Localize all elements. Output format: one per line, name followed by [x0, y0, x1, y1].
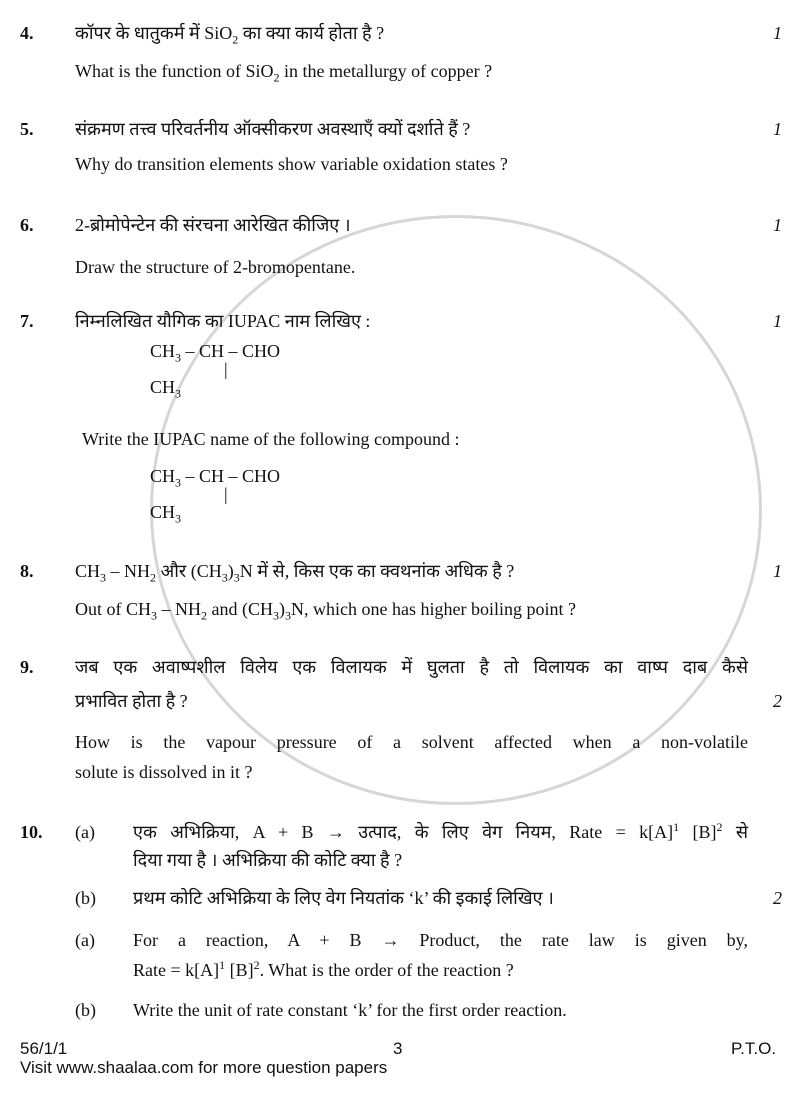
question-number: 5. — [20, 119, 34, 139]
text-segment: Out of CH — [75, 599, 151, 619]
superscript: 1 — [673, 820, 680, 834]
text-segment: – CH – CHO — [181, 466, 281, 486]
subscript: 3 — [175, 475, 182, 490]
question-text-line — [75, 690, 188, 712]
subscript: 2 — [150, 570, 157, 585]
text-segment: – NH — [106, 561, 151, 581]
text-segment: N, which one has higher boiling point ? — [291, 599, 576, 619]
question-text-line — [75, 60, 493, 85]
text-segment: CH — [150, 502, 176, 522]
text-segment: [B] — [225, 960, 254, 980]
question-text-line — [150, 377, 182, 401]
text-segment: CH — [150, 466, 176, 486]
text-segment: का क्या कार्य होता है ? — [238, 23, 385, 43]
text-segment: – NH — [157, 599, 201, 619]
subscript: 3 — [285, 608, 291, 623]
question-text-line — [133, 821, 748, 843]
superscript: 2 — [716, 820, 723, 834]
question-text-line — [75, 731, 748, 753]
question-text-line — [224, 486, 228, 502]
text-segment: How is the vapour pressure of a solvent affected when a non-volatile — [75, 732, 748, 752]
pto-label: P.T.O. — [731, 1039, 777, 1058]
question-text-line — [150, 502, 182, 526]
subscript: 3 — [175, 386, 182, 401]
text-segment: दिया गया है । अभिक्रिया की कोटि क्या है ? — [133, 850, 403, 870]
question-text-line — [133, 959, 514, 981]
question-marks: 1 — [773, 119, 782, 139]
question-text-line — [75, 656, 748, 678]
question-text-line — [75, 310, 370, 332]
text-segment: What is the function of SiO — [75, 61, 274, 81]
subscript: 3 — [221, 570, 228, 585]
question-marks: 1 — [773, 311, 782, 331]
part-label: (a) — [75, 822, 95, 842]
text-segment: and (CH — [207, 599, 273, 619]
text-segment: ) — [227, 561, 234, 581]
text-segment: Write the unit of rate constant ‘k’ for the first order reaction. — [133, 1000, 567, 1020]
text-segment: Why do transition elements show variable oxidation states ? — [75, 154, 508, 174]
text-segment: – CH – CHO — [181, 341, 281, 361]
text-segment: और (CH — [156, 561, 222, 581]
text-segment: For a reaction, A + B → Product, the rate law is given by, — [133, 930, 748, 950]
question-text-line — [133, 887, 554, 909]
text-segment: CH — [150, 341, 176, 361]
text-segment: Write the IUPAC name of the following compound : — [82, 429, 460, 449]
question-text-line — [133, 999, 567, 1021]
text-segment: से — [722, 822, 748, 842]
text-segment: . What is the order of the reaction ? — [259, 960, 514, 980]
subscript: 2 — [201, 608, 207, 623]
text-segment: ) — [279, 599, 285, 619]
question-number: 6. — [20, 215, 34, 235]
question-text-line — [133, 929, 748, 951]
question-text-line — [75, 598, 576, 623]
text-segment: प्रभावित होता है ? — [75, 691, 188, 711]
subscript: 2 — [273, 70, 280, 85]
part-label: (b) — [75, 1000, 96, 1020]
text-segment: जब एक अवाष्पशील विलेय एक विलायक में घुलता है तो विलायक का वाष्प दाब कैसे — [75, 657, 748, 677]
question-number: 9. — [20, 657, 34, 677]
text-segment: in the metallurgy of copper ? — [279, 61, 493, 81]
text-segment: निम्नलिखित यौगिक का IUPAC नाम लिखिए : — [75, 311, 371, 331]
text-segment: प्रथम कोटि अभिक्रिया के लिए वेग नियतांक ‘k’ की इकाई लिखिए । — [133, 888, 554, 908]
text-segment: N में से, किस एक का क्वथनांक अधिक है ? — [239, 561, 515, 581]
question-text-line — [75, 153, 508, 175]
text-segment: एक अभिक्रिया, A + B → उत्पाद, के लिए वेग नियम, Rate = k[A] — [133, 822, 674, 842]
watermark-circle — [150, 215, 762, 805]
question-text-line — [133, 849, 402, 871]
paper-code: 56/1/1 — [20, 1039, 68, 1058]
question-text-line — [75, 214, 351, 236]
text-segment: | — [224, 484, 228, 504]
part-label: (b) — [75, 888, 96, 908]
subscript: 3 — [175, 350, 182, 365]
subscript: 3 — [233, 570, 240, 585]
text-segment: 2-ब्रोमोपेन्टेन की संरचना आरेखित कीजिए । — [75, 215, 351, 235]
question-text-line — [75, 761, 253, 783]
question-number: 7. — [20, 311, 34, 331]
question-marks: 1 — [773, 215, 782, 235]
subscript: 2 — [232, 32, 239, 47]
superscript: 2 — [253, 958, 260, 972]
text-segment: | — [224, 359, 228, 379]
superscript: 1 — [219, 958, 226, 972]
question-number: 4. — [20, 23, 34, 43]
text-segment: CH — [150, 377, 176, 397]
text-segment: कॉपर के धातुकर्म में SiO — [75, 23, 233, 43]
subscript: 3 — [273, 608, 279, 623]
question-number: 8. — [20, 561, 34, 581]
subscript: 3 — [100, 570, 107, 585]
question-number: 10. — [20, 822, 43, 842]
text-segment: CH — [75, 561, 101, 581]
text-segment: Draw the structure of 2-bromopentane. — [75, 257, 356, 277]
question-marks: 1 — [773, 23, 782, 43]
question-text-line — [75, 560, 515, 585]
page-number: 3 — [393, 1039, 403, 1058]
subscript: 3 — [151, 608, 157, 623]
text-segment: [B] — [679, 822, 717, 842]
text-segment: Rate = k[A] — [133, 960, 220, 980]
question-text-line — [150, 466, 281, 490]
question-text-line — [82, 428, 460, 450]
question-marks: 1 — [773, 561, 782, 581]
question-text-line — [150, 341, 281, 365]
question-marks: 2 — [773, 888, 782, 908]
visit-link[interactable]: Visit www.shaalaa.com for more question papers — [20, 1058, 388, 1077]
question-text-line — [224, 361, 228, 377]
text-segment: solute is dissolved in it ? — [75, 762, 253, 782]
text-segment: संक्रमण तत्त्व परिवर्तनीय ऑक्सीकरण अवस्थाएँ क्यों दर्शाते हैं ? — [75, 119, 471, 139]
question-text-line — [75, 22, 385, 47]
question-text-line — [75, 118, 470, 140]
part-label: (a) — [75, 930, 95, 950]
question-marks: 2 — [773, 691, 782, 711]
subscript: 3 — [175, 511, 182, 526]
question-text-line — [75, 256, 355, 278]
